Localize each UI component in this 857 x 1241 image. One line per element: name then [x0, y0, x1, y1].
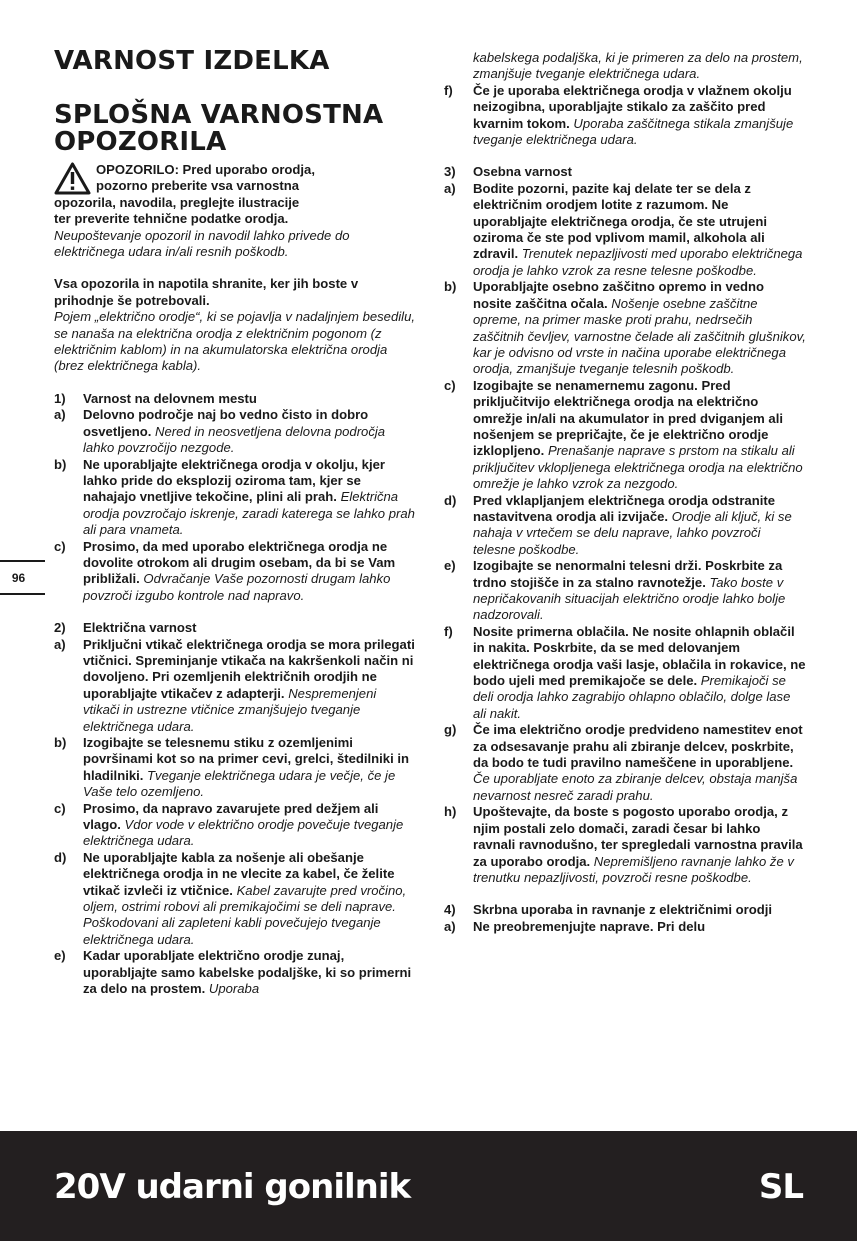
list-item: d) Pred vklapljanjem električnega orodja odstranite nastavitvena orodja ali izvijače. Orodje ali ključ, ki se nahaja v vrtečem se delu naprave, lahko povzroči telesne poškodbe. [444, 492, 792, 557]
product-title: 20V udarni gonilnik [54, 1167, 411, 1207]
list-item: f) Če je uporaba električnega orodja v vlažnem okolju neizogibna, uporabljajte stikalo za zaščito pred kvarnim tokom. Uporaba zaščitnega stikala zmanjšuje tveganje električnega udara. [444, 82, 794, 148]
list-item: g) Če ima električno orodje predvideno namestitev enot za odsesavanje prahu ali zbiranje delcev, poskrbite, da bodo te tudi pravilno nameščene in uporabljene. Če uporabljate enoto za zbiranje delcev, obstaja manjša nevarnost nesreč zaradi prahu. [444, 722, 803, 803]
footer-bar [0, 1131, 857, 1241]
list-item: a) Priključni vtikač električnega orodja se mora prilegati vtičnici. Spreminjanje vtikača na kakršenkoli način ni dovoljeno. Pri ozemljenih električnih orodjih ne uporabljajte vtikačev z adapterji. Nespremenjeni vtikači in ustrezne vtičnice zmanjšujejo tveganje električnega udara. [54, 636, 415, 734]
list-item: c) Prosimo, da med uporabo električnega orodja ne dovolite otrokom ali drugim osebam, da bi se Vam približali. Odvračanje Vaše pozornosti drugam lahko povzroči izgubo kontrole nad napravo. [54, 538, 396, 603]
warning-line-2: pozorno preberite vsa varnostna [96, 178, 300, 194]
section-title-line1: SPLOŠNA VARNOSTNA [54, 100, 384, 130]
section-tool-use-care [444, 902, 806, 935]
warning-line-4: ter preverite tehnične podatke orodja. [54, 211, 289, 227]
list-item: f) Nosite primerna oblačila. Ne nosite ohlapnih oblačil in nakita. Poskrbite, da se med delovanjem električnega orodja vaši lasje, oblačila in rokavice, ne bodo ujeli med premikajoče se dele. Premikajoči se deli orodja lahko zagrabijo ohlapno oblačilo, dolge lase ali nakit. [444, 623, 806, 721]
section-title-line2: OPOZORILA [54, 127, 227, 157]
warning-line-1: OPOZORILO: Pred uporabo orodja, [96, 162, 315, 177]
warning-block [54, 162, 416, 260]
section-work-area [54, 391, 416, 604]
list-item: c) Izogibajte se nenamernemu zagonu. Pred priključitvijo električnega orodja na električno omrežje in/ali na akumulator in pred dviganjem ali nošenjem se prepričajte, če je električno orodje izklopljeno. Prenašanje naprave s prstom na stikalu ali priključitev vklopljenega električnega orodja na električno omrežje je lahko vzrok za nezgodo. [444, 377, 803, 492]
list-item: a) Ne preobremenjujte naprave. Pri delu [444, 918, 706, 934]
warning-triangle-icon [54, 162, 91, 195]
warning-italic: Neupoštevanje opozoril in navodil lahko privede do električnega udara in/ali resnih poškodb. [54, 227, 350, 260]
section-number: 2) [54, 620, 66, 636]
page-title: VARNOST IZDELKA [54, 46, 330, 76]
section-electrical-safety [54, 620, 416, 997]
list-item-continued: kabelskega podaljška, ki je primeren za delo na prostem, zmanjšuje tveganje električnega udara. [473, 50, 803, 82]
language-code: SL [758, 1167, 803, 1207]
list-item: e) Kadar uporabljate električno orodje zunaj, uporabljajte samo kabelske podaljške, ki so primerni za delo na prostem. Uporaba [54, 948, 412, 997]
list-item: b) Uporabljajte osebno zaščitno opremo in vedno nosite zaščitna očala. Nošenje osebne zaščitne opreme, na primer maske proti prahu, nedrsečih zaščitnih čevljev, varnostne čelade ali zaščitnih glušnikov, kar je odvisno od vrste in načina uporabe električnega orodja, zmanjšuje tveganje telesnih poškodb. [444, 279, 806, 377]
power-tool-definition: Pojem „električno orodje“, ki se pojavlja v nadaljnjem besedilu, se nanaša na električna orodja z električnim pogonom (z električnim kablom) in na akumulatorska električna orodja (brez električnega kabla). [54, 309, 415, 374]
list-item: c) Prosimo, da napravo zavarujete pred dežjem ali vlago. Vdor vode v električno orodje povečuje tveganje električnega udara. [54, 800, 404, 849]
section-heading: Varnost na delovnem mestu [83, 390, 257, 406]
section-heading: Skrbna uporaba in ravnanje z električnimi orodji [473, 902, 773, 918]
section-heading: Osebna varnost [473, 164, 572, 180]
section-number: 4) [444, 902, 456, 918]
section-personal-safety [444, 164, 806, 886]
list-item: a) Delovno področje naj bo vedno čisto in dobro osvetljeno. Nered in neosvetljena delovna področja lahko povzročijo nezgode. [54, 407, 386, 456]
section-number: 3) [444, 164, 456, 180]
section-number: 1) [54, 390, 66, 406]
left-column [54, 0, 416, 998]
warning-line-3: opozorila, navodila, preglejte ilustracije [54, 194, 300, 210]
section-heading: Električna varnost [83, 620, 197, 636]
right-column [444, 0, 806, 935]
list-item: b) Izogibajte se telesnemu stiku z ozemljenimi površinami kot so na primer cevi, grelci, štedilniki in hladilniki. Tveganje električnega udara je večje, če je Vaše telo ozemljeno. [54, 735, 409, 800]
list-item: b) Ne uporabljajte električnega orodja v okolju, kjer lahko pride do eksplozij oziroma tam, kjer se nahajajo vnetljive tekočine, plini ali prah. Električna orodja povzročajo iskrenje, zaradi katerega se lahko prah ali para vnameta. [54, 456, 415, 538]
keep-instructions: Vsa opozorila in napotila shranite, ker jih boste v prihodnje še potrebovali. [54, 276, 359, 308]
list-item: e) Izogibajte se nenormalni telesni drži. Poskrbite za trdno stojišče in za stalno ravnotežje. Tako boste v nepričakovanih situacijah električno orodje lahko bolje nadzorovali. [444, 558, 786, 623]
page-number: 96 [0, 560, 45, 595]
list-item: d) Ne uporabljajte kabla za nošenje ali obešanje električnega orodja in ne vlecite za kabel, če želite vtikač izvleči iz vtičnice. Kabel zavarujte pred vročino, oljem, ostrimi robovi ali premikajočimi se deli naprave. Poškodovani ali zapleteni kabli povečujejo tveganje električnega udara. [54, 849, 407, 947]
list-item: a) Bodite pozorni, pazite kaj delate ter se dela z električnim orodjem lotite z razumom. Ne uporabljajte električnega orodja, če ste utrujeni oziroma če ste pod vplivom mamil, alkohola ali zdravil. Trenutek nepazljivosti med uporabo električnega orodja je lahko vzrok za resne telesne poškodbe. [444, 180, 803, 278]
list-item: h) Upoštevajte, da boste s pogosto uporabo orodja, z njim postali zelo domači, zaradi česar bi lahko ravnali ravnodušno, ter spregledali varnostna pravila za uporabo orodja. Nepremišljeno ravnanje lahko že v trenutku nepazljivosti, povzroči resne poškodbe. [444, 804, 803, 885]
